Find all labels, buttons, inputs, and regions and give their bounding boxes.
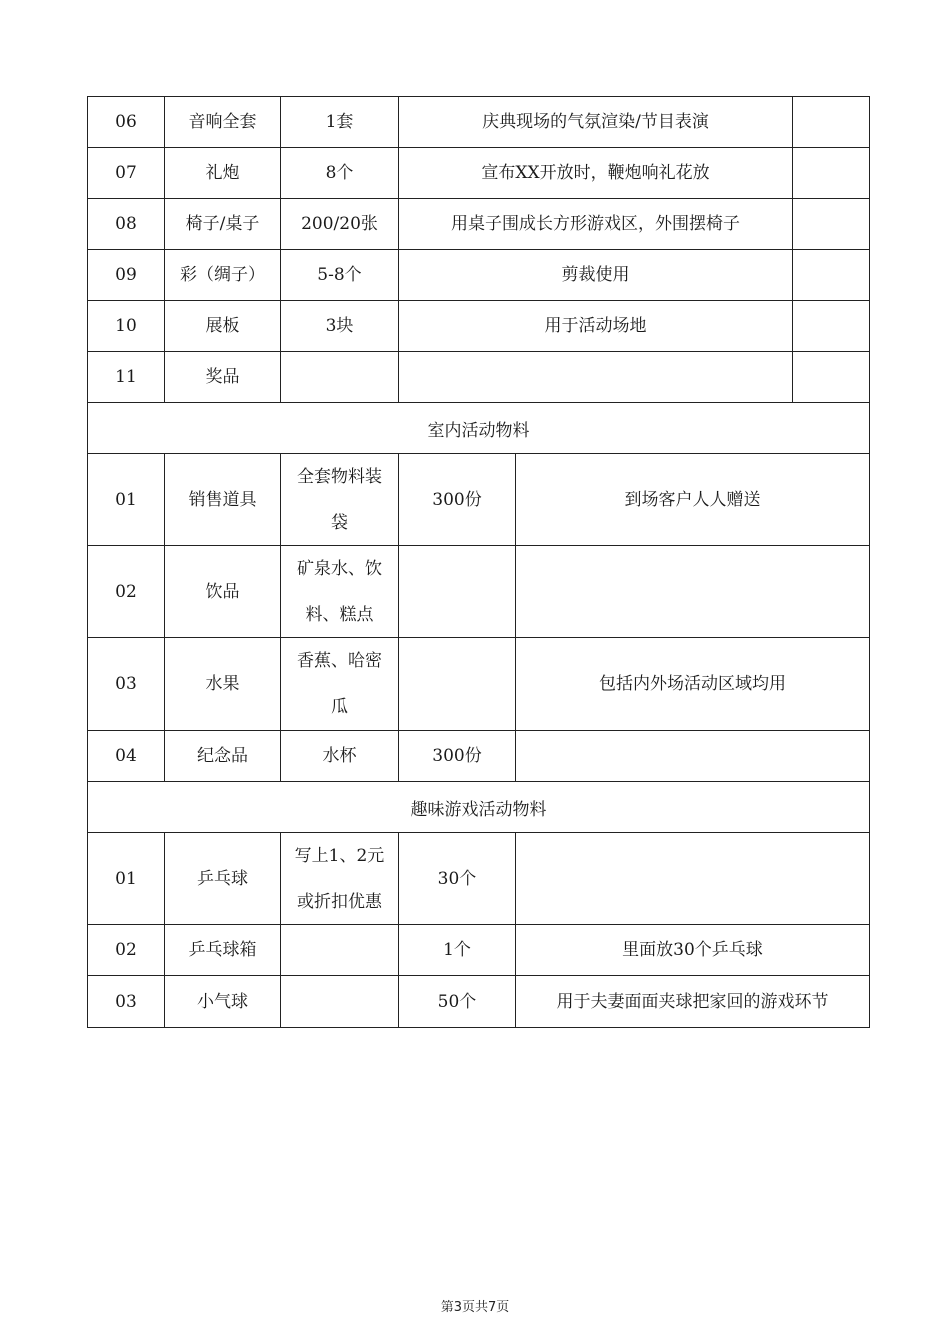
item-name: 奖品 xyxy=(165,352,281,402)
table-row xyxy=(87,250,870,301)
table-row xyxy=(87,925,870,976)
item-name: 乒乓球箱 xyxy=(165,925,281,975)
row-number: 11 xyxy=(88,352,165,402)
item-qty: 1套 xyxy=(281,97,399,147)
row-number: 01 xyxy=(88,833,165,924)
section-header-game: 趣味游戏活动物料 xyxy=(87,782,870,833)
item-qty: 50个 xyxy=(399,976,516,1027)
item-qty: 200/20张 xyxy=(281,199,399,249)
item-qty xyxy=(399,546,516,637)
item-desc: 用桌子围成长方形游戏区，外围摆椅子 xyxy=(399,199,793,249)
item-name: 彩（绸子） xyxy=(165,250,281,300)
item-extra xyxy=(793,148,869,198)
row-number: 01 xyxy=(88,454,165,545)
table-row xyxy=(87,976,870,1028)
row-number: 02 xyxy=(88,546,165,637)
item-extra xyxy=(793,352,869,402)
item-name: 销售道具 xyxy=(165,454,281,545)
row-number: 09 xyxy=(88,250,165,300)
item-desc: 里面放30个乒乓球 xyxy=(622,940,763,960)
table-row xyxy=(87,199,870,250)
item-extra xyxy=(793,301,869,351)
table-row xyxy=(87,454,870,546)
item-desc: 到场客户人人赠送 xyxy=(624,489,761,510)
item-spec xyxy=(281,976,399,1027)
item-spec: 写上1、2元或折扣优惠 xyxy=(281,833,399,924)
item-desc: 剪裁使用 xyxy=(399,250,793,300)
row-number: 03 xyxy=(88,638,165,730)
page-footer: 第3页共7页 xyxy=(440,1300,510,1315)
row-number: 02 xyxy=(88,925,165,975)
table-row xyxy=(87,96,870,148)
row-number: 03 xyxy=(88,976,165,1027)
item-desc: 用于夫妻面面夹球把家回的游戏环节 xyxy=(556,991,829,1012)
item-name: 小气球 xyxy=(165,976,281,1027)
item-name: 音响全套 xyxy=(165,97,281,147)
item-qty: 1个 xyxy=(399,925,516,975)
item-name: 椅子/桌子 xyxy=(165,199,281,249)
item-desc xyxy=(516,833,869,924)
item-spec: 全套物料装袋 xyxy=(281,454,399,545)
item-desc: 庆典现场的气氛渲染/节目表演 xyxy=(399,97,793,147)
item-qty: 3块 xyxy=(281,301,399,351)
item-desc: 宣布XX开放时，鞭炮响礼花放 xyxy=(399,148,793,198)
item-name: 饮品 xyxy=(165,546,281,637)
item-spec: 水杯 xyxy=(281,731,399,781)
item-name: 乒乓球 xyxy=(165,833,281,924)
table-row xyxy=(87,546,870,638)
item-name: 礼炮 xyxy=(165,148,281,198)
row-number: 10 xyxy=(88,301,165,351)
row-number: 06 xyxy=(88,97,165,147)
row-number: 04 xyxy=(88,731,165,781)
item-extra xyxy=(793,97,869,147)
item-qty: 5-8个 xyxy=(281,250,399,300)
item-desc: 包括内外场活动区域均用 xyxy=(599,674,786,694)
item-name: 纪念品 xyxy=(165,731,281,781)
item-qty: 8个 xyxy=(281,148,399,198)
section-header-indoor: 室内活动物料 xyxy=(87,403,870,454)
item-spec: 矿泉水、饮料、糕点 xyxy=(281,546,399,637)
row-number: 07 xyxy=(88,148,165,198)
item-desc xyxy=(516,731,869,781)
table-row xyxy=(87,301,870,352)
item-qty: 300份 xyxy=(399,731,516,781)
item-extra xyxy=(793,250,869,300)
item-spec xyxy=(281,925,399,975)
item-desc: 用于活动场地 xyxy=(399,301,793,351)
item-name: 展板 xyxy=(165,301,281,351)
item-desc xyxy=(399,352,793,402)
row-number: 08 xyxy=(88,199,165,249)
item-qty: 300份 xyxy=(399,454,516,545)
table-row xyxy=(87,352,870,403)
item-extra xyxy=(793,199,869,249)
item-qty xyxy=(399,638,516,730)
item-desc xyxy=(516,546,869,637)
table-row xyxy=(87,731,870,782)
item-name: 水果 xyxy=(165,638,281,730)
item-qty xyxy=(281,352,399,402)
table-row xyxy=(87,148,870,199)
materials-table xyxy=(87,96,870,1028)
table-row xyxy=(87,638,870,731)
item-spec: 香蕉、哈密瓜 xyxy=(281,638,399,730)
item-qty: 30个 xyxy=(399,833,516,924)
table-row xyxy=(87,833,870,925)
